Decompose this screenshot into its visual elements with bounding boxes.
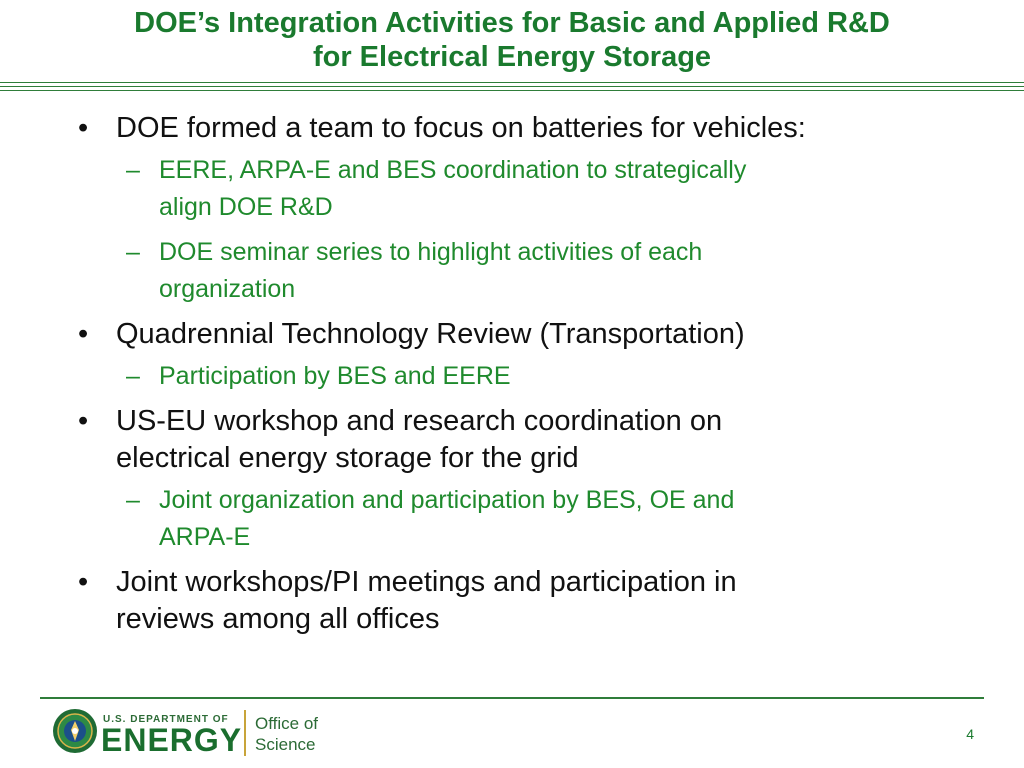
- bullet-glyph: •: [78, 112, 89, 144]
- title-divider-2: [0, 86, 1024, 87]
- bullet-item: [78, 110, 978, 147]
- bullet-line-1: Joint workshops/PI meetings and participation in: [116, 566, 737, 598]
- bullet-glyph: •: [78, 318, 89, 350]
- footer-divider: [40, 697, 984, 699]
- dash-glyph: –: [126, 362, 140, 390]
- bullet-glyph: •: [78, 566, 89, 598]
- sub-bullet-line-1: Participation by BES and EERE: [159, 362, 511, 390]
- slide-title: [0, 6, 1024, 74]
- doe-department-label: U.S. DEPARTMENT OF: [103, 714, 229, 725]
- dash-glyph: –: [126, 156, 140, 184]
- sub-bullet-item: [78, 482, 978, 556]
- bullet-item: [78, 403, 978, 477]
- sub-bullet-item: [78, 152, 978, 226]
- title-divider-3: [0, 90, 1024, 91]
- bullet-line-2: reviews among all offices: [116, 603, 440, 635]
- sub-bullet-line-1: Joint organization and participation by BES, OE and: [159, 486, 735, 514]
- bullet-list: [78, 110, 978, 643]
- page-number: 4: [966, 726, 974, 742]
- dash-glyph: –: [126, 486, 140, 514]
- office-of-science-label: [255, 713, 318, 755]
- doe-energy-wordmark: ENERGY: [101, 722, 243, 758]
- office-line-1: Office of: [255, 714, 318, 733]
- bullet-text: Quadrennial Technology Review (Transportation): [116, 318, 745, 350]
- title-divider-1: [0, 82, 1024, 83]
- sub-bullet-line-2: organization: [159, 275, 296, 303]
- bullet-glyph: •: [78, 405, 89, 437]
- sub-bullet-line-1: DOE seminar series to highlight activities of each: [159, 238, 703, 266]
- sub-bullet-item: [78, 358, 978, 395]
- bullet-line-1: US-EU workshop and research coordination on: [116, 405, 723, 437]
- office-line-2: Science: [255, 735, 316, 754]
- sub-bullet-line-2: ARPA-E: [159, 523, 251, 551]
- bullet-item: [78, 564, 978, 638]
- sub-bullet-item: [78, 234, 978, 308]
- sub-bullet-line-2: align DOE R&D: [159, 193, 333, 221]
- title-line-2: for Electrical Energy Storage: [312, 41, 712, 73]
- bullet-line-2: electrical energy storage for the grid: [116, 442, 579, 474]
- bullet-item: [78, 316, 978, 353]
- bullet-text: DOE formed a team to focus on batteries for vehicles:: [116, 112, 806, 144]
- logo-divider: [244, 710, 246, 756]
- dash-glyph: –: [126, 238, 140, 266]
- title-line-1: DOE’s Integration Activities for Basic and Applied R&D: [134, 7, 890, 39]
- doe-seal-icon: [52, 708, 98, 754]
- sub-bullet-line-1: EERE, ARPA-E and BES coordination to strategically: [159, 156, 747, 184]
